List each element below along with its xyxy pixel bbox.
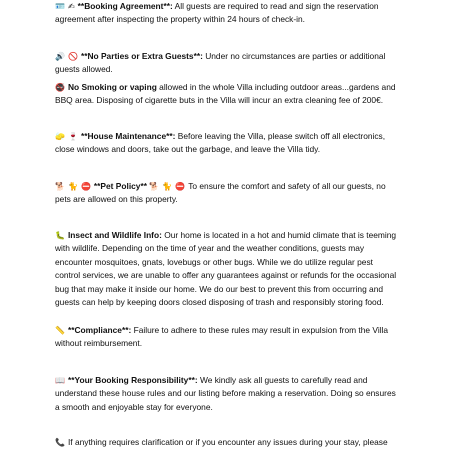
compliance-paragraph <box>55 324 400 351</box>
writing-hand-icon: ✍ <box>67 2 75 11</box>
contact-text: If anything requires clarification or if you encounter any issues during your stay, please <box>67 437 388 447</box>
compliance-title: **Compliance**: <box>67 325 132 335</box>
pet-policy-title: **Pet Policy** <box>93 181 147 191</box>
dog-icon: 🐕 <box>55 182 65 191</box>
no-smoking-paragraph <box>55 81 400 108</box>
sponge-icon: 🧽 <box>55 132 65 141</box>
ruler-icon: 📏 <box>55 326 65 335</box>
booking-agreement-title: **Booking Agreement**: <box>77 1 173 11</box>
no-parties-text: Under no circumstances are parties or additional guests allowed. <box>55 51 386 75</box>
booking-responsibility-paragraph <box>55 374 400 414</box>
contact-paragraph <box>55 436 400 449</box>
speaker-icon: 🔊 <box>55 52 65 61</box>
pet-policy-paragraph <box>55 180 400 207</box>
booking-responsibility-text: We kindly ask all guests to carefully read and understand these house rules and our listing before making a reservation. Doing so ensures a smooth and enjoyable stay for everyone. <box>55 375 396 412</box>
prohibited-icon: 🚫 <box>67 52 78 61</box>
phone-icon: 📞 <box>55 438 65 447</box>
no-entry-icon: ⛔ <box>80 182 91 191</box>
insect-info-paragraph <box>55 229 400 309</box>
cat-icon: 🐈 <box>67 182 78 191</box>
compliance-text: Failure to adhere to these rules may result in expulsion from the Villa without reimbursement. <box>55 325 389 349</box>
bug-icon: 🐛 <box>55 231 65 240</box>
pet-policy-text: To ensure the comfort and safety of all our guests, no pets are allowed on this property. <box>55 181 386 205</box>
book-icon: 📖 <box>55 376 65 385</box>
cat-icon: 🐈 <box>162 182 173 191</box>
no-parties-paragraph <box>55 50 400 77</box>
booking-agreement-paragraph <box>55 0 400 27</box>
no-parties-title: **No Parties or Extra Guests**: <box>80 51 203 61</box>
id-card-icon: 🪪 <box>55 2 65 11</box>
booking-responsibility-title: **Your Booking Responsibility**: <box>67 375 198 385</box>
insect-info-title: Insect and Wildlife Info: <box>67 230 162 240</box>
no-entry-icon: ⛔ <box>175 182 186 191</box>
house-maintenance-title: **House Maintenance**: <box>80 131 176 141</box>
no-smoking-title: No Smoking or vaping <box>67 82 157 92</box>
no-smoking-text: allowed in the whole Villa including outdoor areas...gardens and BBQ area. Disposing of cigarette buts in the Villa will incur an extra cleaning fee of 200€. <box>55 82 396 106</box>
no-smoking-icon: 🚭 <box>55 83 65 92</box>
house-maintenance-paragraph <box>55 130 400 157</box>
insect-info-text: Our home is located in a hot and humid climate that is teeming with wildlife. Depending on the time of year and the weather conditions, guests may encounter mosquitoes, gnats, lovebugs or other bugs. While we do utilize regular pest control services, we are unable to offer any guarantees against or refunds for the occasional bug that may make it inside our home. We do our best to prevent this from occurring and guests can help by keeping doors closed disposing of trash and responsibly storing food. <box>55 230 397 308</box>
house-maintenance-text: Before leaving the Villa, please switch off all electronics, close windows and doors, take out the garbage, and leave the Villa tidy. <box>55 131 386 155</box>
glass-icon: 🍷 <box>67 132 78 141</box>
dog-icon: 🐕 <box>149 182 160 191</box>
booking-agreement-text: All guests are required to read and sign the reservation agreement after inspecting the property within 24 hours of check-in. <box>55 1 379 25</box>
